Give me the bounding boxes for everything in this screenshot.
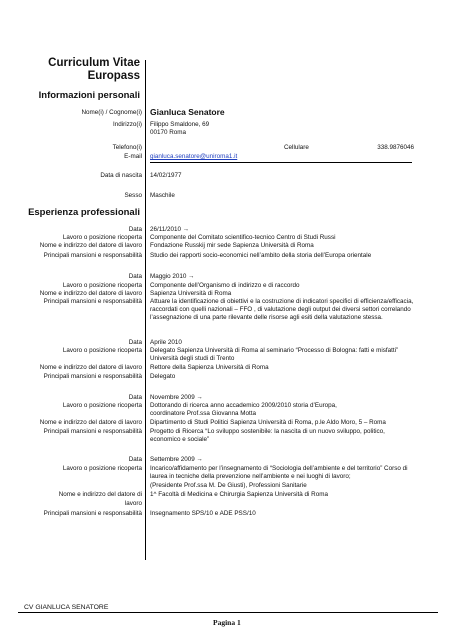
birth-label: Data di nascita: [100, 172, 142, 179]
entry4-position-label: Lavoro o posizione ricoperta: [62, 402, 142, 409]
entry4-employer-label: Nome e indirizzo del datore di lavoro: [39, 419, 142, 426]
email-label: E-mail: [124, 153, 142, 160]
entry4-duties: Progetto di Ricerca “Lo sviluppo sostenibile: la nascita di un nuovo sviluppo, politico, economico e sociale”: [150, 428, 385, 443]
entry5-date: Settembre 2009 →: [150, 456, 203, 463]
footer-rule: [18, 612, 438, 613]
column-divider: [145, 60, 146, 560]
cv-title-line2: Europass: [87, 70, 140, 82]
cv-title-line1: Curriculum Vitae: [48, 57, 140, 69]
mobile-value: 338.9876046: [377, 144, 414, 151]
entry2-duties-label: Principali mansioni e responsabilità: [43, 298, 142, 305]
entry1-duties: Studio dei rapporti socio-economici nell’ambito della storia dell’Europa orientale: [150, 252, 372, 259]
entry4-date-label: Data: [128, 394, 142, 401]
entry5-position: Incarico/affidamento per l’insegnamento di “Sociologia dell’ambiente e del territorio” Corso di laurea in tecniche della prevenzione nell’ambiente e nei luoghi di lavoro;: [150, 465, 408, 480]
email-value-wrap: [150, 153, 415, 161]
entry2-employer: Sapienza Università di Roma: [150, 290, 232, 297]
entry1-employer-label: Nome e indirizzo del datore di lavoro: [39, 242, 142, 249]
entry2-position: Componente dell’Organismo di indirizzo e di raccordo: [150, 282, 300, 289]
footer-page-number: Pagina 1: [213, 618, 241, 627]
entry3-position-label: Lavoro o posizione ricoperta: [62, 347, 142, 354]
entry3-employer: Rettore della Sapienza Università di Roma: [150, 364, 269, 371]
entry2-employer-label: Nome e indirizzo del datore di lavoro: [39, 290, 142, 297]
entry1-employer: Fondazione Russkij mir sede Sapienza Università di Roma: [150, 242, 314, 249]
entry4-duties-label: Principali mansioni e responsabilità: [43, 428, 142, 435]
entry2-date-label: Data: [128, 273, 142, 280]
entry5-employer-label-a: Nome e indirizzo del datore di: [58, 491, 142, 498]
entry3-duties: Delegato: [150, 373, 176, 380]
entry2-position-label: Lavoro o posizione ricoperta: [62, 282, 142, 289]
entry4-employer: Dipartimento di Studi Politici Sapienza Università di Roma, p.le Aldo Moro, 5 – Roma: [150, 419, 386, 426]
sex-value: Maschile: [150, 192, 175, 199]
entry5-date-label: Data: [128, 456, 142, 463]
experience-heading: Esperienza professionali: [28, 207, 140, 218]
address-label: Indirizzo(i): [112, 121, 142, 128]
phone-label: Telefono(i): [112, 144, 142, 151]
entry1-duties-label: Principali mansioni e responsabilità: [43, 252, 142, 259]
entry4-position: Dottorando di ricerca anno accademico 2009/2010 storia d’Europa,: [150, 402, 337, 409]
name-label: Nome(i) / Cognome(i): [81, 109, 142, 116]
entry1-position-label: Lavoro o posizione ricoperta: [62, 234, 142, 241]
entry4-position2: coordinatore Prof.ssa Giovanna Motta: [150, 410, 257, 417]
entry5-position2: (Presidente Prof.ssa M. De Giusti), Professioni Sanitarie: [150, 482, 307, 489]
personal-info-heading: Informazioni personali: [38, 90, 140, 101]
entry3-position2: Università degli studi di Trento: [150, 355, 235, 362]
email-rule: [150, 162, 412, 163]
footer-cv-label: CV GIANLUCA SENATORE: [24, 604, 109, 611]
entry3-date-label: Data: [128, 339, 142, 346]
entry5-duties: Insegnamento SPS/10 e ADE PSS/10: [150, 510, 256, 517]
email-link[interactable]: gianluca.senatore@uniroma1.it: [150, 153, 238, 160]
entry1-date-label: Data: [128, 226, 142, 233]
entry3-date: Aprile 2010: [150, 339, 182, 346]
entry3-employer-label: Nome e indirizzo del datore di lavoro: [39, 364, 142, 371]
address-line1: Filippo Smaldone, 69: [150, 121, 210, 128]
entry2-date: Maggio 2010 →: [150, 273, 195, 280]
birth-value: 14/02/1977: [150, 172, 182, 179]
entry5-employer-label-b: lavoro: [124, 500, 142, 507]
sex-label: Sesso: [124, 192, 142, 199]
name-value: Gianluca Senatore: [150, 107, 225, 117]
entry5-duties-label: Principali mansioni e responsabilità: [43, 510, 142, 517]
entry4-date: Novembre 2009 →: [150, 394, 203, 401]
entry3-duties-label: Principali mansioni e responsabilità: [43, 373, 142, 380]
entry2-duties: Attuare la identificazione di obiettivi e la costruzione di indicatori specifici di efficienza/efficacia, raccordati con quelli nazionali – FFO , di valutazione degli output dei diversi settori correlando l’assegnazione di una parte rilevante delle risorse agli esiti della valutazione stessa.: [150, 298, 414, 321]
entry5-employer: 1^ Facoltà di Medicina e Chirurgia Sapienza Università di Roma: [150, 491, 328, 498]
mobile-label: Cellulare: [284, 144, 309, 151]
entry3-position: Delegato Sapienza Università di Roma al seminario “Processo di Bologna: fatti e misfatti”: [150, 347, 399, 354]
address-line2: 00170 Roma: [150, 129, 187, 136]
entry1-position: Componente del Comitato scientifico-tecnico Centro di Studi Russi: [150, 234, 336, 241]
entry1-date: 26/11/2010 →: [150, 226, 190, 233]
entry5-position-label: Lavoro o posizione ricoperta: [62, 465, 142, 472]
